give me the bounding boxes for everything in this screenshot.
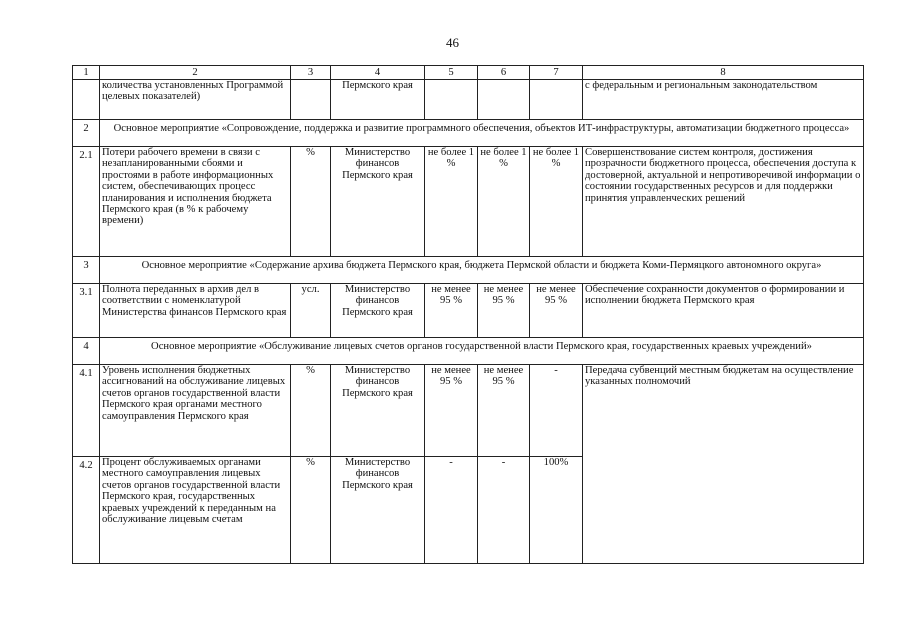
header-row bbox=[73, 66, 864, 80]
indicator-cell: Потери рабочего времени в связи с незапланированными сбоями и простоями в работе информационных систем, обеспечивающих процесс планирования и исполнения бюджета Пермского края (в % к рабочему времени) bbox=[100, 147, 291, 257]
section-number: 3 bbox=[73, 257, 100, 284]
value-cell-6 bbox=[478, 80, 530, 120]
page-number: 46 bbox=[446, 35, 459, 50]
value-cell-5: не более 1 % bbox=[425, 147, 478, 257]
unit-cell: % bbox=[291, 457, 331, 564]
result-cell: Передача субвенций местным бюджетам на осуществление указанных полномочий bbox=[583, 365, 864, 564]
row-number: 4.2 bbox=[73, 457, 100, 564]
section-number: 4 bbox=[73, 338, 100, 365]
executor-cell: Министерство финансов Пермского края bbox=[331, 147, 425, 257]
row-number: 3.1 bbox=[73, 284, 100, 338]
executor-cell: Министерство финансов Пермского края bbox=[331, 365, 425, 457]
executor-cell: Министерство финансов Пермского края bbox=[331, 457, 425, 564]
unit-cell: усл. bbox=[291, 284, 331, 338]
header-cell: 6 bbox=[478, 66, 530, 80]
header-cell: 8 bbox=[583, 66, 864, 80]
section-row bbox=[73, 338, 864, 365]
section-row bbox=[73, 257, 864, 284]
section-number: 2 bbox=[73, 120, 100, 147]
unit-cell: % bbox=[291, 365, 331, 457]
indicator-cell: Полнота переданных в архив дел в соответствии с номенклатурой Министерства финансов Пермского края bbox=[100, 284, 291, 338]
value-cell-5: - bbox=[425, 457, 478, 564]
header-cell: 1 bbox=[73, 66, 100, 80]
header-cell: 7 bbox=[530, 66, 583, 80]
value-cell-7: не менее 95 % bbox=[530, 284, 583, 338]
value-cell-7: - bbox=[530, 365, 583, 457]
value-cell-5: не менее 95 % bbox=[425, 284, 478, 338]
value-cell-6: - bbox=[478, 457, 530, 564]
value-cell-5 bbox=[425, 80, 478, 120]
unit-cell bbox=[291, 80, 331, 120]
result-cell: с федеральным и региональным законодательством bbox=[583, 80, 864, 120]
value-cell-6: не более 1 % bbox=[478, 147, 530, 257]
result-cell: Совершенствование систем контроля, достижения прозрачности бюджетного процесса, обеспечения доступа к достоверной, актуальной и непротиворечивой информации о состоянии государственных ресурсов и для поддержки принятия управленческих решений bbox=[583, 147, 864, 257]
table-row bbox=[73, 284, 864, 338]
value-cell-7 bbox=[530, 80, 583, 120]
executor-cell: Пермского края bbox=[331, 80, 425, 120]
indicator-cell: количества установленных Программой целевых показателей) bbox=[100, 80, 291, 120]
header-cell: 4 bbox=[331, 66, 425, 80]
value-cell-7: не более 1 % bbox=[530, 147, 583, 257]
value-cell-6: не менее 95 % bbox=[478, 365, 530, 457]
measures-table bbox=[72, 65, 864, 564]
executor-cell: Министерство финансов Пермского края bbox=[331, 284, 425, 338]
section-title: Основное мероприятие «Обслуживание лицевых счетов органов государственной власти Пермского края, государственных краевых учреждений» bbox=[100, 338, 864, 365]
section-title: Основное мероприятие «Содержание архива бюджета Пермского края, бюджета Пермской области и бюджета Коми-Пермяцкого автономного округа» bbox=[100, 257, 864, 284]
table-row bbox=[73, 147, 864, 257]
table-row bbox=[73, 365, 864, 457]
unit-cell: % bbox=[291, 147, 331, 257]
value-cell-6: не менее 95 % bbox=[478, 284, 530, 338]
header-cell: 2 bbox=[100, 66, 291, 80]
row-number: 4.1 bbox=[73, 365, 100, 457]
indicator-cell: Процент обслуживаемых органами местного самоуправления лицевых счетов органов государственной власти Пермского края, государственных краевых учреждений к переданным на обслуживание лицевым счетам bbox=[100, 457, 291, 564]
section-row bbox=[73, 120, 864, 147]
value-cell-7: 100% bbox=[530, 457, 583, 564]
indicator-cell: Уровень исполнения бюджетных ассигнований на обслуживание лицевых счетов органов государственной власти Пермского края органами местного самоуправления Пермского края bbox=[100, 365, 291, 457]
table-row bbox=[73, 80, 864, 120]
section-title: Основное мероприятие «Сопровождение, поддержка и развитие программного обеспечения, объектов ИТ-инфраструктуры, автоматизации бюджетного процесса» bbox=[100, 120, 864, 147]
header-cell: 3 bbox=[291, 66, 331, 80]
value-cell-5: не менее 95 % bbox=[425, 365, 478, 457]
row-number: 2.1 bbox=[73, 147, 100, 257]
header-cell: 5 bbox=[425, 66, 478, 80]
row-number bbox=[73, 80, 100, 120]
result-cell: Обеспечение сохранности документов о формировании и исполнении бюджета Пермского края bbox=[583, 284, 864, 338]
